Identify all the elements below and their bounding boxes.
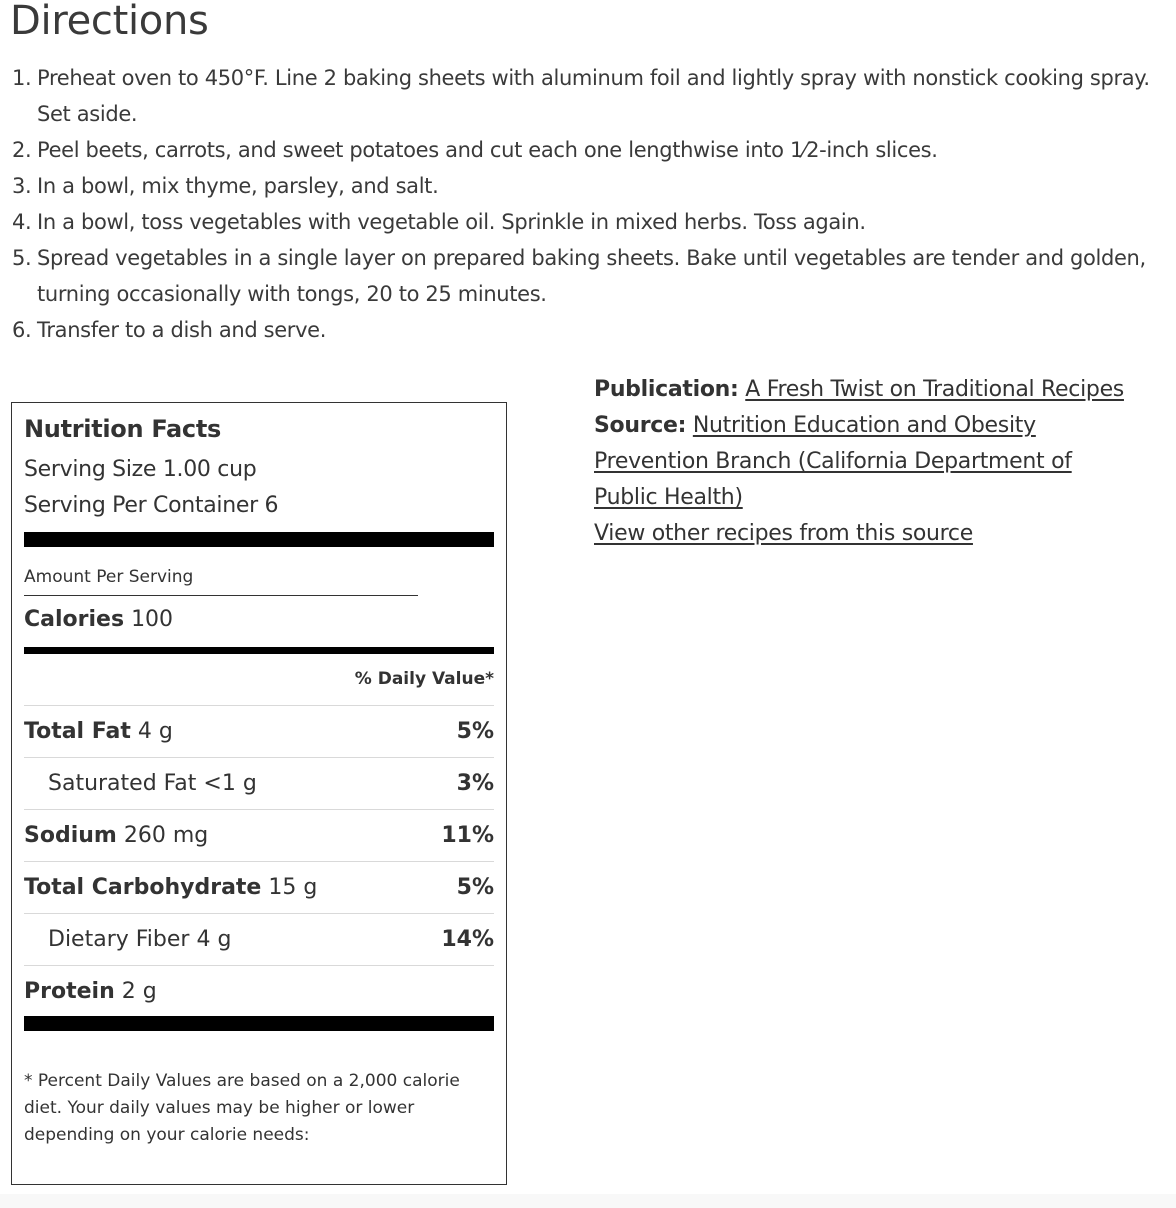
thick-divider	[24, 532, 494, 547]
step-number: 5.	[12, 246, 32, 270]
step-text: Spread vegetables in a single layer on prepared baking sheets. Bake until vegetables are tender and golden, turning occasionally with tongs, 20 to 25 minutes.	[37, 246, 1146, 306]
nutrient-amount: 4 g	[137, 719, 173, 744]
nutrient-name: Total Carbohydrate	[24, 875, 262, 900]
direction-step	[12, 132, 1172, 168]
publication-link[interactable]: A Fresh Twist on Traditional Recipes	[745, 377, 1124, 402]
calories-label: Calories	[24, 607, 125, 632]
nutrient-row-protein	[24, 965, 494, 1017]
direction-step	[12, 240, 1172, 312]
step-number: 4.	[12, 210, 32, 234]
nutrition-facts-label	[11, 402, 507, 1185]
nutrient-percent: 5%	[456, 875, 494, 900]
source-label: Source:	[594, 413, 687, 438]
direction-step	[12, 204, 1172, 240]
amount-per-serving: Amount Per Serving	[24, 567, 194, 587]
publication-line	[594, 372, 1134, 408]
nutrient-percent: 14%	[441, 927, 494, 952]
source-line	[594, 408, 1074, 516]
daily-value-header: % Daily Value*	[354, 669, 494, 689]
thin-divider	[24, 595, 418, 596]
nutrient-label	[24, 875, 317, 900]
step-text: Peel beets, carrots, and sweet potatoes and cut each one lengthwise into 1⁄2-inch slices.	[37, 138, 938, 162]
step-text: In a bowl, mix thyme, parsley, and salt.	[37, 174, 439, 198]
nutrient-percent: 11%	[441, 823, 494, 848]
step-number: 3.	[12, 174, 32, 198]
nutrient-label	[24, 823, 208, 848]
nutrient-row-sodium	[24, 809, 494, 861]
publication-info	[594, 372, 1134, 552]
source-link[interactable]: Nutrition Education and Obesity Prevention Branch (California Department of Public Health)	[594, 413, 1072, 510]
nutrient-name: Saturated Fat <1 g	[48, 771, 257, 796]
nutrient-percent: 3%	[456, 771, 494, 796]
daily-value-footnote: * Percent Daily Values are based on a 2,000 calorie diet. Your daily values may be higher or lower depending on your calorie needs:	[24, 1071, 460, 1145]
nutrient-row-total-carbohydrate	[24, 861, 494, 913]
step-text: Preheat oven to 450°F. Line 2 baking sheets with aluminum foil and lightly spray with nonstick cooking spray. Set aside.	[37, 66, 1150, 126]
nutrient-row-total-fat	[24, 705, 494, 757]
direction-step	[12, 312, 1172, 348]
step-number: 2.	[12, 138, 32, 162]
directions-list	[12, 60, 1172, 348]
nutrient-label	[24, 771, 257, 796]
view-other-recipes-link[interactable]: View other recipes from this source	[594, 521, 973, 546]
nutrient-label	[24, 719, 173, 744]
nutrient-label	[24, 979, 157, 1004]
medium-divider	[24, 647, 494, 654]
serving-size: Serving Size 1.00 cup	[24, 457, 257, 482]
bottom-thick-divider	[24, 1016, 494, 1031]
step-text: In a bowl, toss vegetables with vegetable oil. Sprinkle in mixed herbs. Toss again.	[37, 210, 866, 234]
nutrient-row-dietary-fiber	[24, 913, 494, 965]
direction-step	[12, 168, 1172, 204]
step-text: Transfer to a dish and serve.	[37, 318, 327, 342]
step-number: 1.	[12, 66, 32, 90]
nutrient-row-saturated-fat	[24, 757, 494, 809]
direction-step	[12, 60, 1172, 132]
nutrient-name: Total Fat	[24, 719, 131, 744]
servings-per-container: Serving Per Container 6	[24, 493, 279, 518]
nutrient-amount: 15 g	[268, 875, 318, 900]
nutrient-label	[24, 927, 231, 952]
calories	[24, 607, 173, 632]
nutrient-name: Dietary Fiber 4 g	[48, 927, 232, 952]
calories-value: 100	[131, 607, 174, 632]
nutrition-title: Nutrition Facts	[24, 415, 222, 443]
directions-heading: Directions	[10, 0, 209, 44]
nutrient-percent: 5%	[456, 719, 494, 744]
nutrient-amount: 260 mg	[123, 823, 209, 848]
step-number: 6.	[12, 318, 32, 342]
page-bottom-band	[0, 1194, 1176, 1208]
publication-label: Publication:	[594, 377, 739, 402]
nutrient-name: Sodium	[24, 823, 117, 848]
nutrient-name: Protein	[24, 979, 115, 1004]
nutrient-amount: 2 g	[121, 979, 157, 1004]
